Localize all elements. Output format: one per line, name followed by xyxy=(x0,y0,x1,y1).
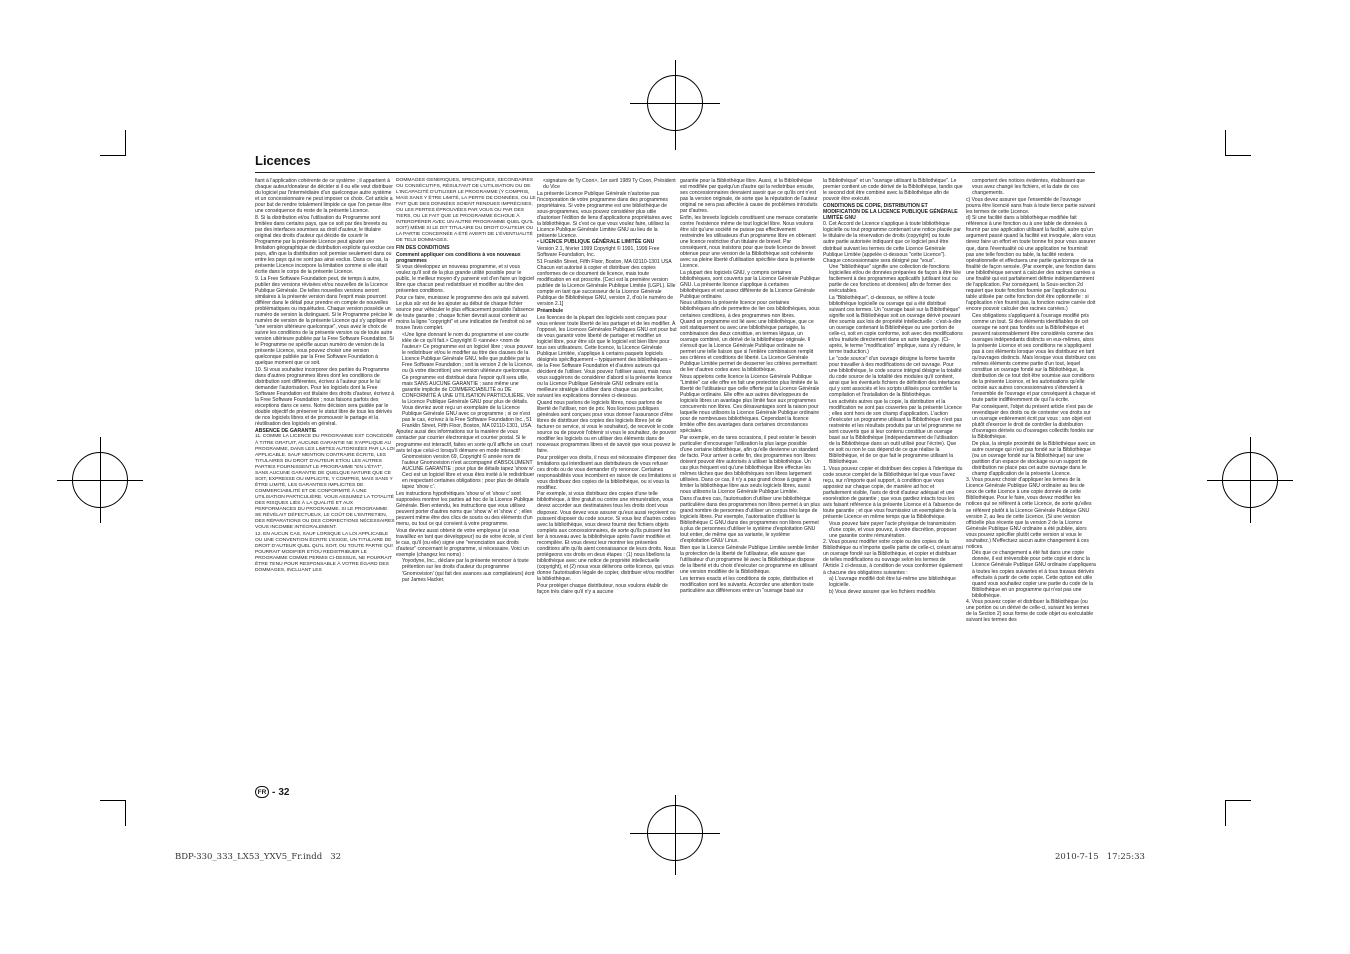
paragraph: <Une ligne donnant le nom du programme et une courte idée de ce qu'il fait.> Copyright © <année> <nom de l'auteur> Ce programme est un logiciel libre ; vous pouvez le redistribuer et/ou le modifier au titre des clauses de la Licence Publique Générale GNU, telle que publiée par la Free Software Foundation ; soit la version 2 de la Licence, ou (à votre discrétion) une version ultérieure quelconque. xyxy=(402,331,534,374)
paragraph: 4. Vous pouvez copier et distribuer la Bibliothèque (ou une portion ou un dérivé de celle-ci, suivant les termes de la Section 2) sous forme de code objet ou exécutable suivant les termes des xyxy=(966,599,1094,624)
heading-rule xyxy=(255,172,1095,173)
paragraph: Si vous développez un nouveau programme, et si vous voulez qu'il soit de la plus grande utilité possible pour le public, le meilleur moyen d'y parvenir est d'en faire un logiciel libre que chacun peut redistribuer et modifier au titre des présentes conditions. xyxy=(396,264,535,295)
paragraph: 0. Cet Accord de Licence s'applique à toute bibliothèque logicielle ou tout programme contenant une notice placée par le titulaire de la réservation de droits (copyright) ou toute autre partie autorisée indiquant que ce logiciel peut être distribué suivant les termes de cette Licence Générale Publique Limitée (appelée ci-dessous "cette Licence"). Chaque concessionnaire sera désigné par "vous". xyxy=(823,221,961,264)
paragraph: La plupart des logiciels GNU, y compris certaines bibliothèques, sont couverts par la Licence Générale Publique GNU. La présente licence s'applique à certaines bibliothèques et est assez différente de la Licence Générale Publique ordinaire. xyxy=(680,269,820,300)
paragraph: Quand un programme est lié avec une bibliothèque, que ce soit statiquement ou avec une bibliothèque partagée, la combinaison des deux constitue, en termes légaux, un ouvrage combiné, un dérivé de la bibliothèque originale. Il s'ensuit que la Licence Générale Publique ordinaire ne permet une telle liaison que si l'entière combinaison remplit ses critères et conditions de liberté. La Licence Générale Publique Limitée permet de desserrer les critères permettant de lier d'autres codes avec la bibliothèque. xyxy=(680,319,817,374)
paragraph: De plus, la simple proximité de la Bibliothèque avec un autre ouvrage qui n'est pas fondé sur la Bibliothèque (ou un ouvrage fondé sur la Bibliothèque) sur une partition d'un espace de stockage ou un support de distribution ne place pas cet autre ouvrage dans le champ d'application de la présente Licence. xyxy=(972,440,1096,477)
paragraph: Les licences de la plupart des logiciels sont conçues pour vous enlever toute liberté de les partager et de les modifier. À l'opposé, les Licences Générales Publiques GNU ont pour but de vous garantir votre liberté de partager et modifier un logiciel libre, pour être sûr que le logiciel est bien libre pour tous ses utilisateurs. Cette licence, la Licence Générale Publique Limitée, s'applique à certains paquets logiciels désignés spécifiquement – typiquement des bibliothèques – de la Free Software Foundation et d'autres auteurs qui décident de l'utiliser. Vous pouvez l'utiliser aussi, mais nous vous suggérons de considérer d'abord si la présente licence ou la Licence Publique Générale GNU ordinaire est la meilleure stratégie à utiliser dans chaque cas particulier, suivant les explications données ci-dessous. xyxy=(537,314,677,400)
paragraph: Enfin, les brevets logiciels constituent une menace constante contre l'existence même de tout logiciel libre. Nous voulons être sûr qu'une société ne puisse pas effectivement restreindre les utilisateurs d'un programme libre en obtenant une licence restrictive d'un titulaire de brevet. Par conséquent, nous insistons pour que toute licence de brevet obtenue pour une version de la Bibliothèque soit cohérente avec sa pleine liberté d'utilisation spécifiée dans la présente Licence. xyxy=(680,214,818,270)
paragraph: garantie pour la Bibliothèque libre. Aussi, si la Bibliothèque est modifiée par quelqu'un d'autre qui la redistribue ensuite, ses concessionnaires devraient savoir que ce qu'ils ont n'est pas la version originale, de sorte que la réputation de l'auteur original ne sera pas affectée à cause de problèmes introduits par d'autres. xyxy=(680,178,818,215)
crop-mark xyxy=(100,800,126,801)
paragraph: b) Vous devez assurer que les fichiers modifiés xyxy=(829,588,936,595)
crop-mark xyxy=(125,130,126,156)
paragraph: Dès que ce changement a été fait dans une copie donnée, il est irréversible pour cette copie et donc la Licence Générale Publique GNU ordinaire s'appliquera à toutes les copies suivantes et à tous travaux dérivés effectués à partir de cette copie. Cette option est utile quand vous souhaitez copier une partie du code de la Bibliothèque en un programme qui n'est pas une bibliothèque. xyxy=(972,550,1096,599)
paragraph: 3. Vous pouvez choisir d'appliquer les termes de la Licence Générale Publique GNU ordinaire au lieu de ceux de cette Licence à une copie donnée de cette Bibliothèque. Pour le faire, vous devez modifier les notices qui se réfèrent à cette Licence, de sorte qu'elles se réfèrent plutôt à la Licence Générale Publique GNU version 2, au lieu de cette Licence. (Si une version officielle plus récente que la version 2 de la Licence Générale Publique GNU ordinaire a été publiée, alors vous pouvez spécifier plutôt cette version si vous le souhaitez.) N'effectuez aucun autre changement à ces notices. xyxy=(966,477,1092,550)
paragraph: Par exemple, en de rares occasions, il peut exister le besoin particulier d'encourager l'utilisation la plus large possible d'une certaine bibliothèque, afin qu'elle devienne un standard de facto. Pour arriver à cette fin, des programmes non libres doivent pouvoir être autorisés à utiliser la bibliothèque. Un cas plus fréquent est qu'une bibliothèque libre effectue les mêmes tâches que des bibliothèques non libres largement utilisées. Dans ce cas, il n'y a pas grand chose à gagner à limiter la bibliothèque libre aux seuls logiciels libres, aussi nous utilisons la Licence Générale Publique Limitée. xyxy=(680,434,819,496)
text-column-4 xyxy=(680,178,820,790)
paragraph: Ajoutez aussi des informations sur la manière de vous contacter par courrier électronique et courrier postal. Si le programme est interactif, faites en sorte qu'il affiche un court avis tel que celui-ci lorsqu'il démarre en mode interactif : xyxy=(396,429,533,454)
paragraph: Dans d'autres cas, l'autorisation d'utiliser une bibliothèque particulière dans des programmes non libres permet à un plus grand nombre de personnes d'utiliser un corpus très large de logiciels libres. Par exemple, l'autorisation d'utiliser la Bibliothèque C GNU dans des programmes non libres permet à plus de personnes d'utiliser le système d'exploitation GNU tout entier, de même que sa variante, le système d'exploitation GNU/ Linux. xyxy=(680,495,820,545)
paragraph: 1. Vous pouvez copier et distribuer des copies à l'identique du code source complet de la Bibliothèque tel que vous l'avez reçu, sur n'importe quel support, à condition que vous apposiez sur chaque copie, de manière ad hoc et parfaitement visible, l'avis de droit d'auteur adéquat et une exonération de garantie ; que vous gardiez intacts tous les avis faisant référence à la présente Licence et à l'absence de toute garantie ; et que vous fournissiez un exemplaire de la présente Licence en même temps que la Bibliothèque. xyxy=(823,465,963,521)
paragraph: Version 2.1, février 1999 Copyright © 1991, 1999 Free Software Foundation, Inc. xyxy=(537,246,660,259)
crop-mark xyxy=(1225,800,1226,826)
paragraph: c) Vous devez assurer que l'ensemble de l'ouvrage pourra être licencié sans frais à toute tierce partie suivant les termes de cette Licence. xyxy=(966,196,1096,215)
paragraph: Les termes exacts et les conditions de copie, distribution et modification sont les suivants. Accordez une attention toute particulière aux différences entre un "ouvrage basé sur xyxy=(680,575,814,594)
paragraph: Pour protéger vos droits, il nous est nécessaire d'imposer des limitations qui interdisent aux distributeurs de vous refuser ces droits ou de vous demander d'y renoncer. Certaines responsabilités vous incombent en raison de ces limitations si vous distribuez des copies de la bibliothèque, ou si vous la modifiez. xyxy=(537,454,677,491)
page-number-value: 32 xyxy=(278,786,290,798)
crop-mark xyxy=(1225,155,1251,156)
paragraph: Le "code source" d'un ouvrage désigne la forme favorite pour travailler à des modifications de cet ouvrage. Pour une bibliothèque, le code source intégral désigne la totalité du code source de la totalité des modules qu'il contient, ainsi que les éventuels fichiers de définition des interfaces qui y sont associés et les scripts utilisés pour contrôler la compilation et l'installation de la Bibliothèque. xyxy=(829,355,962,399)
paragraph: 10. Si vous souhaitez incorporer des parties du Programme dans d'autres programmes libres dont les conditions de distribution sont différentes, écrivez à l'auteur pour le lui demander l'autorisation. Pour les logiciels dont la Free Software Foundation est titulaire des droits d'auteur, écrivez à la Free Software Foundation ; nous faisons parfois des exceptions dans ce sens. Notre décision sera guidée par le double objectif de préserver le statut libre de tous les dérivés de nos logiciels libres et de promouvoir le partage et la réutilisation des logiciels en général. xyxy=(255,366,395,428)
paragraph: la Bibliothèque" et un "ouvrage utilisant la Bibliothèque". Le premier contient un code dérivé de la Bibliothèque, tandis que le second doit être combiné avec la Bibliothèque afin de pouvoir être exécuté. xyxy=(823,178,963,203)
text-column-6 xyxy=(966,178,1096,790)
paragraph: Quand nous parlons de logiciels libres, nous parlons de liberté de l'utiliser, non de prix. Nos licences publiques générales sont conçues pour vous donner l'assurance d'être libres de distribuer des copies des logiciels libres (et de facturer ce service, si vous le souhaitez), de recevoir le code source ou de pouvoir l'obtenir si vous le souhaitez, de pouvoir modifier les logiciels ou en utiliser des éléments dans de nouveaux programmes libres et de savoir que vous pouvez le faire. xyxy=(537,399,677,455)
crop-mark xyxy=(125,800,126,826)
paragraph: Les activités autres que la copie, la distribution et la modification ne sont pas couvertes par la présente Licence ; elles sont hors de son champ d'application. L'action d'exécuter un programme utilisant la Bibliothèque n'est pas restreinte et les résultats produits par un tel programme ne sont couverts que si leur contenu constitue un ouvrage basé sur la Bibliothèque (indépendamment de l'utilisation de la Bibliothèque dans un outil utilisé pour l'écrire). Que ce soit ou non le cas dépend de ce que réalise la Bibliothèque, et de ce que fait le programme utilisant la Bibliothèque. xyxy=(829,398,963,466)
paragraph: Une "bibliothèque" signifie une collection de fonctions logicielles et/ou de données préparées de façon à être liée facilement à des programmes applicatifs (utilisant tout ou partie de ces fonctions et données) afin de former des exécutables. xyxy=(829,264,961,295)
paragraph: 11. COMME LA LICENCE DU PROGRAMME EST CONCÉDÉE À TITRE GRATUIT, AUCUNE GARANTIE NE S'APPLIQUE AU PROGRAMME, DANS LES LIMITES AUTORISÉES PAR LA LOI APPLICABLE. SAUF MENTION CONTRAIRE ÉCRITE, LES TITULAIRES DU DROIT D'AUTEUR ET/OU LES AUTRES PARTIES FOURNISSENT LE PROGRAMME "EN L'ÉTAT", SANS AUCUNE GARANTIE DE QUELQUE NATURE QUE CE SOIT, EXPRESSE OU IMPLICITE, Y COMPRIS, MAIS SANS Y ÊTRE LIMITÉ, LES GARANTIES IMPLICITES DE COMMERCIABILITÉ ET DE CONFORMITÉ À UNE UTILISATION PARTICULIÈRE. VOUS ASSUMEZ LA TOTALITÉ DES RISQUES LIÉS À LA QUALITÉ ET AUX PERFORMANCES DU PROGRAMME. SI LE PROGRAMME SE RÉVÉLAIT DÉFECTUEUX, LE COÛT DE L'ENTRETIEN, DES RÉPARATIONS OU DES CORRECTIONS NÉCESSAIRES VOUS INCOMBE INTÉGRALEMENT. xyxy=(255,434,395,531)
section-heading: FIN DES CONDITIONS xyxy=(396,245,450,252)
paragraph: La "Bibliothèque", ci-dessous, se réfère à toute bibliothèque logicielle ou ouvrage qui a été distribué suivant ces termes. Un "ouvrage basé sur la Bibliothèque" signifie soit la Bibliothèque soit un ouvrage dérivé pouvant être soumis aux lois de propriété intellectuelle : c'est-à-dire un ouvrage contenant la Bibliothèque ou une portion de celle-ci, soit en copie conforme, soit avec des modifications et/ou traduite directement dans un autre langage. (Ci-après, le terme "modification" implique, sans s'y réduire, le terme traduction.) xyxy=(829,294,963,356)
slug-filename: BDP-330_333_LX53_YXV5_Fr.indd 32 xyxy=(175,852,342,862)
section-heading: Comment appliquer ces conditions à vos nouveaux programmes xyxy=(396,251,521,264)
paragraph: Par conséquent, l'objet du présent article n'est pas de revendiquer des droits ou de contester vos droits sur un ouvrage entièrement écrit par vous ; son objet est plutôt d'exercer le droit de contrôler la distribution d'ouvrages dérivés ou d'ouvrages collectifs fondés sur la Bibliothèque. xyxy=(972,403,1094,440)
slug-datetime: 2010-7-15 17:25:33 xyxy=(1055,852,1145,862)
paragraph: Pour protéger chaque distributeur, nous voulons établir de façon très claire qu'il n'y a aucune xyxy=(537,582,668,595)
paragraph: 51 Franklin Street, Fifth Floor, Boston, MA 02110-1301 USA xyxy=(537,258,672,265)
section-heading: ABSENCE DE GARANTIE xyxy=(255,427,317,434)
language-badge: FR xyxy=(255,786,269,798)
section-heading: • LICENCE PUBLIQUE GÉNÉRALE LIMITÉE GNU xyxy=(537,239,655,246)
paragraph: Bien que la Licence Générale Publique Limitée semble limiter la protection de la liberté de l'utilisateur, elle assure que l'utilisateur d'un programme lié avec la Bibliothèque dispose de la liberté et du choix d'exécuter ce programme en utilisant une version modifiée de la Bibliothèque. xyxy=(680,544,819,575)
page-number-dash: - xyxy=(272,786,276,798)
paragraph: d) Si une facilité dans a bibliothèque modifiée fait référence à une fonction ou à une table de données à fournir par une application utilisant la facilité, autre qu'un argument passé quand la facilité est invoquée, alors vous devez faire un effort en toute bonne foi pour vous assurer que, dans l'éventualité où une application ne fournirait pas une telle fonction ou table, la facilité restera opérationnelle et effectuera une partie quelconque de sa finalité de façon sensée. (Par exemple, une fonction dans une bibliothèque servant à calculer des racines carrées a une finalité qui est parfaitement définie indépendamment de l'application. Par conséquent, la Sous-section 2d requiert que toute fonction fournie par l'application ou table utilisée par cette fonction doit être optionnelle : si l'application n'en fournit pas, la fonction racine carrée doit encore pouvoir calculer des racines carrées.) xyxy=(966,215,1096,312)
text-column-1 xyxy=(255,178,395,790)
text-column-5 xyxy=(823,178,963,790)
paragraph: Ce programme est distribué dans l'espoir qu'il sera utile, mais SANS AUCUNE GARANTIE ; sans même une garantie implicite de COMMERCIABILITÉ ou DE CONFORMITÉ À UNE UTILISATION PARTICULIÈRE. Voir la Licence Publique Générale GNU pour plus de détails. Vous devriez avoir reçu un exemplaire de la Licence Publique Générale GNU avec ce programme ; si ce n'est pas le cas, écrivez à la Free Software Foundation Inc., 51 Franklin Street, Fifth Floor, Boston, MA 02110-1301, USA. xyxy=(402,374,536,429)
paragraph: 2. Vous pouvez modifier votre copie ou des copies de la Bibliothèque ou n'importe quelle partie de celle-ci, créant ainsi un ouvrage fondé sur la Bibliothèque, et copier et distribuer de telles modifications ou ouvrage selon les termes de l'Article 1 ci-dessus, à condition de vous conformer également à chacune des obligations suivantes : xyxy=(823,539,963,576)
paragraph: Par exemple, si vous distribuez des copies d'une telle bibliothèque, à titre gratuit ou contre une rémunération, vous devez accorder aux destinataires tous les droits dont vous disposez. Vous devez vous assurer qu'eux aussi reçoivent ou puissent disposer du code source. Si vous liez d'autres codes avec la bibliothèque, vous devez fournir des fichiers objets complets aux concessionnaires, de sorte qu'ils puissent les lier à nouveau avec la bibliothèque après l'avoir modifiée et recompilée. Et vous devez leur montrer les présentes conditions afin qu'ils aient connaissance de leurs droits. Nous protégeons vos droits en deux étapes : (1) nous libellons la bibliothèque avec une notice de propriété intellectuelle (copyright), et (2) nous vous délivrons cette licence, qui vous donne l'autorisation légale de copier, distribuer et/ou modifier la bibliothèque. xyxy=(537,491,676,583)
paragraph: 9. La Free Software Foundation peut, de temps à autre, publier des versions révisées et/ou nouvelles de la Licence Publique Générale. De telles nouvelles versions seront similaires à la présente version dans l'esprit mais pourront différer dans le détail pour prendre en compte de nouvelles problématiques ou inquiétudes. Chaque version possède un numéro de version la distinguant. Si le Programme précise le numéro de version de la présente Licence qui s'y applique et "une version ultérieure quelconque", vous avez le choix de suivre les conditions de la présente version ou de toute autre version ultérieure publiée par la Free Software Foundation. Si le Programme ne spécifie aucun numéro de version de la présente Licence, vous pouvez choisir une version quelconque publiée par la Free Software Foundation à quelque moment que ce soit. xyxy=(255,275,394,367)
paragraph: <signature de Ty Coon>, 1er avril 1989 Ty Coon, Président du Vice xyxy=(543,178,676,191)
paragraph: Vous pouvez faire payer l'acte physique de transmission d'une copie, et vous pouvez, à votre discrétion, proposer une garantie contre rémunération. xyxy=(829,520,957,539)
paragraph: La présente Licence Publique Générale n'autorise pas l'incorporation de votre programme dans des programmes propriétaires. Si votre programme est une bibliothèque de sous-programmes, vous pouvez considérer plus utile d'autoriser l'édition de liens d'applications propriétaires avec la bibliothèque. Si c'est ce que vous voulez faire, utilisez la Licence Publique Générale Limitée GNU au lieu de la présente Licence. xyxy=(537,190,673,239)
crop-mark xyxy=(1225,800,1251,801)
paragraph: fiant à l'application cohérente de ce système ; il appartient à chaque auteur/donateur de décider si il ou elle veut distribuer du logiciel par l'intermédiaire d'un quelconque autre système et un concessionnaire ne peut imposer ce choix. Cet article a pour but de rendre totalement limpide ce que l'on pense être une conséquence du reste de la présente Licence. xyxy=(255,178,393,215)
paragraph: Vous devriez aussi obtenir de votre employeur (si vous travaillez en tant que développeur) ou de votre école, si c'est le cas, qu'il (ou elle) signe une "renonciation aux droits d'auteur" concernant le programme, si nécessaire. Voici un exemple (changez les noms) : xyxy=(396,527,533,558)
paragraph: 8. Si la distribution et/ou l'utilisation du Programme sont limitées dans certains pays, que ce soit par des brevets ou par des interfaces soumises au droit d'auteur, le titulaire original des droits d'auteur qui décide de couvrir le Programme par la présente Licence peut ajouter une limitation géographique de distribution explicite qui exclue ces pays, afin que la distribution soit permise seulement dans ou entre les pays qui ne sont pas ainsi exclus. Dans ce cas, la présente Licence incorpore la limitation comme si elle était écrite dans le corps de la présente Licence. xyxy=(255,214,395,276)
paragraph: Pour ce faire, munissez le programme des avis qui suivent. Le plus sûr est de les ajouter au début de chaque fichier source pour véhiculer le plus efficacement possible l'absence de toute garantie ; chaque fichier devrait aussi contenir au moins la ligne "copyright" et une indication de l'endroit où se trouve l'avis complet. xyxy=(396,294,534,332)
paragraph: Gnomovision version 69, Copyright © année nom de l'auteur Gnomovision n'est accompagné d'ABSOLUMENT AUCUNE GARANTIE ; pour plus de détails tapez 'show w'. Ceci est un logiciel libre et vous êtes invité à le redistribuer en respectant certaines obligations ; pour plus de détails tapez 'show c'. xyxy=(402,454,536,491)
paragraph: Nous appelons cette licence la Licence Générale Publique "Limitée" car elle offre en fait une protection plus limitée de la liberté de l'utilisateur que celle offerte par la Licence Générale Publique ordinaire. Elle offre aux autres développeurs de logiciels libres un avantage plus limité face aux programmes concurrents non libres. Ces désavantages sont la raison pour laquelle nous utilisons la Licence Générale Publique ordinaire pour de nombreuses bibliothèques. Cependant la licence limitée offre des avantages dans certaines circonstances spéciales. xyxy=(680,374,820,435)
page-title: Licences xyxy=(255,153,311,168)
paragraph: Nous utilisons la présente licence pour certaines bibliothèques afin de permettre de lier ces bibliothèques, sous certaines conditions, à des programmes non libres. xyxy=(680,300,820,319)
section-heading: Préambule xyxy=(537,307,564,314)
paragraph: 12. EN AUCUN CAS, SAUF LORSQUE LA LOI APPLICABLE OU UNE CONVENTION ÉCRITE L'EXIGE, UN TITULAIRE DE DROIT D'AUTEUR QUEL QU'IL SOIT, OU TOUTE PARTIE QUI POURRAIT MODIFIER ET/OU REDISTRIBUER LE PROGRAMME COMME PERMIS CI-DESSUS, NE POURRAIT ÊTRE TENU POUR RESPONSABLE À VOTRE ÉGARD DES DOMMAGES, INCLUANT LES xyxy=(255,531,393,573)
paragraph: Yoyodyne, Inc., déclare par la présente renoncer à toute prétention sur les droits d'auteur du programme 'Gnomovision' (qui fait des avances aux compilateurs) écrit par James Hacker. xyxy=(402,558,535,583)
section-heading: CONDITIONS DE COPIE, DISTRIBUTION ET MODIFICATION DE LA LICENCE PUBLIQUE GÉNÉRALE LIMITÉE GNU xyxy=(823,202,958,221)
paragraph: a) L'ouvrage modifié doit être lui-même une bibliothèque logicielle. xyxy=(829,576,956,589)
paragraph: Les instructions hypothétiques 'show w' et 'show c' sont supposées montrer les parties ad hoc de la Licence Publique Générale. Bien entendu, les instructions que vous utilisez peuvent porter d'autres noms que 'show w' et 'show c' ; elles peuvent même être des clics de souris ou des éléments d'un menu, ou tout ce qui convient à votre programme. xyxy=(396,490,534,528)
paragraph: Chacun est autorisé à copier et distribuer des copies conformes de ce document de licence, mais toute modification en est proscrite. [Ceci est la première version publiée de la Licence Générale Publique Limitée (LGPL). Elle compte en tant que successeur de la Licence Générale Publique de Bibliothèque GNU, version 2, d'où le numéro de version 2.1] xyxy=(537,265,676,308)
crop-mark xyxy=(100,155,126,156)
paragraph: DOMMAGES GÉNÉRIQUES, SPÉCIFIQUES, SECONDAIRES OU CONSÉCUTIFS, RÉSULTANT DE L'UTILISATION OU DE L'INCAPACITÉ D'UTILISER LE PROGRAMME (Y COMPRIS, MAIS SANS Y ÊTRE LIMITÉ, LA PERTE DE DONNÉES, OU LE FAIT QUE DES DONNÉES SOIENT RENDUES IMPRÉCISES, OU LES PERTES ÉPROUVÉES PAR VOUS OU PAR DES TIERS, OU LE FAIT QUE LE PROGRAMME ÉCHOUE À INTEROPÉRER AVEC UN AUTRE PROGRAMME QUEL QU'IL SOIT) MÊME SI LE DIT TITULAIRE DU DROIT D'AUTEUR OU LA PARTIE CONCERNÉE A ÉTÉ AVERTI DE L'ÉVENTUALITÉ DE TELS DOMMAGES. xyxy=(396,178,536,244)
text-column-3 xyxy=(537,178,677,790)
paragraph: Ces obligations s'appliquent à l'ouvrage modifié pris comme un tout. Si des éléments identifiables de cet ouvrage ne sont pas fondés sur la Bibliothèque et peuvent raisonnablement être considérés comme des ouvrages indépendants distincts en eux-mêmes, alors la présente Licence et ses conditions ne s'appliquent pas à ces éléments lorsque vous les distribuez en tant qu'ouvrages distincts. Mais lorsque vous distribuez ces mêmes éléments comme partie d'un tout, lequel constitue un ouvrage fondé sur la Bibliothèque, la distribution de ce tout doit être soumise aux conditions de la présente Licence, et les autorisations qu'elle octroie aux autres concessionnaires s'étendent à l'ensemble de l'ouvrage et par conséquent à chaque et toute partie indifféremment de qui l'a écrite. xyxy=(972,312,1096,404)
page-number xyxy=(255,786,289,798)
paragraph: comportent des notices évidentes, établissant que vous avez changé les fichiers, et la date de ces changements. xyxy=(972,178,1085,197)
text-column-2 xyxy=(396,178,536,790)
crop-mark xyxy=(1225,130,1226,156)
